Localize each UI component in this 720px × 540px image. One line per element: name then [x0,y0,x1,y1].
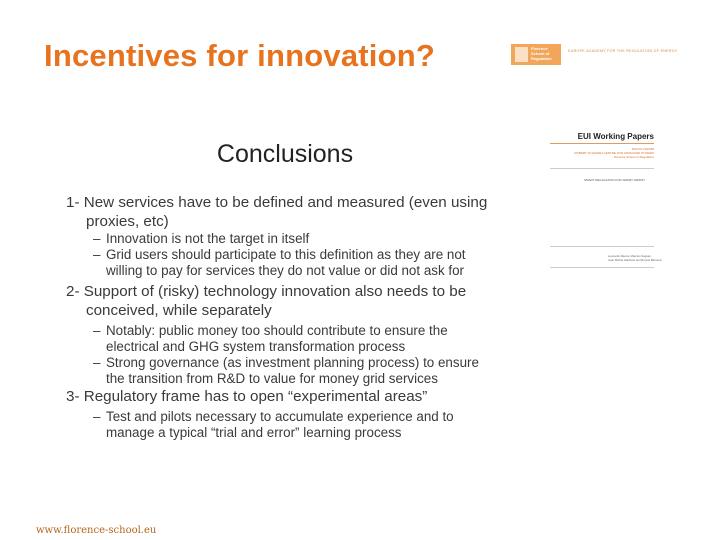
paper-series-lines: RSCAS 2015/48 ROBERT SCHUMAN CENTRE FOR ADVANCED STUDIES Florence School of Regulation [574,147,654,160]
point-3: 3- Regulatory frame has to open “experimental areas” [66,388,428,405]
conclusions-list [66,193,496,441]
point-2: 2- Support of (risky) technology innovation also needs to be conceived, while separately [66,283,467,319]
paper-title: SMART REGULATION FOR SMART GRIDS? [584,178,645,182]
footer-url[interactable]: www.florence-school.eu [36,525,157,536]
working-paper-cover [548,128,662,270]
header-subtitle: EUROPE ACADEMY FOR THE REGULATION OF ENERGY [568,49,678,53]
section-heading: Conclusions [216,140,354,168]
paper-authors: Leonardo Meeus, Marcelo Saguan, Jean-Michel Glachant and Ronnie Belmans [608,254,662,262]
point-3-sub-1: – Test and pilots necessary to accumulate experience and to manage a typical “trial and error” learning process [93,409,454,440]
logo-text: Florence School of Regulation [531,46,552,61]
slide-title: Incentives for innovation? [44,38,436,73]
paper-series: EUI Working Papers [577,132,654,141]
point-2-sub-2: – Strong governance (as investment planning process) to ensure the transition from R&D to value for money grid services [93,355,479,386]
fsr-logo [511,44,561,65]
point-1-sub-1: – Innovation is not the target in itself [93,231,310,246]
point-1: 1- New services have to be defined and measured (even using proxies, etc) [66,194,488,230]
point-2-sub-1: – Notably: public money too should contribute to ensure the electrical and GHG system transformation process [93,323,448,354]
logo-mark-icon [515,47,528,62]
point-1-sub-2: – Grid users should participate to this definition as they are not willing to pay for services they do not value or did not ask for [93,247,466,278]
